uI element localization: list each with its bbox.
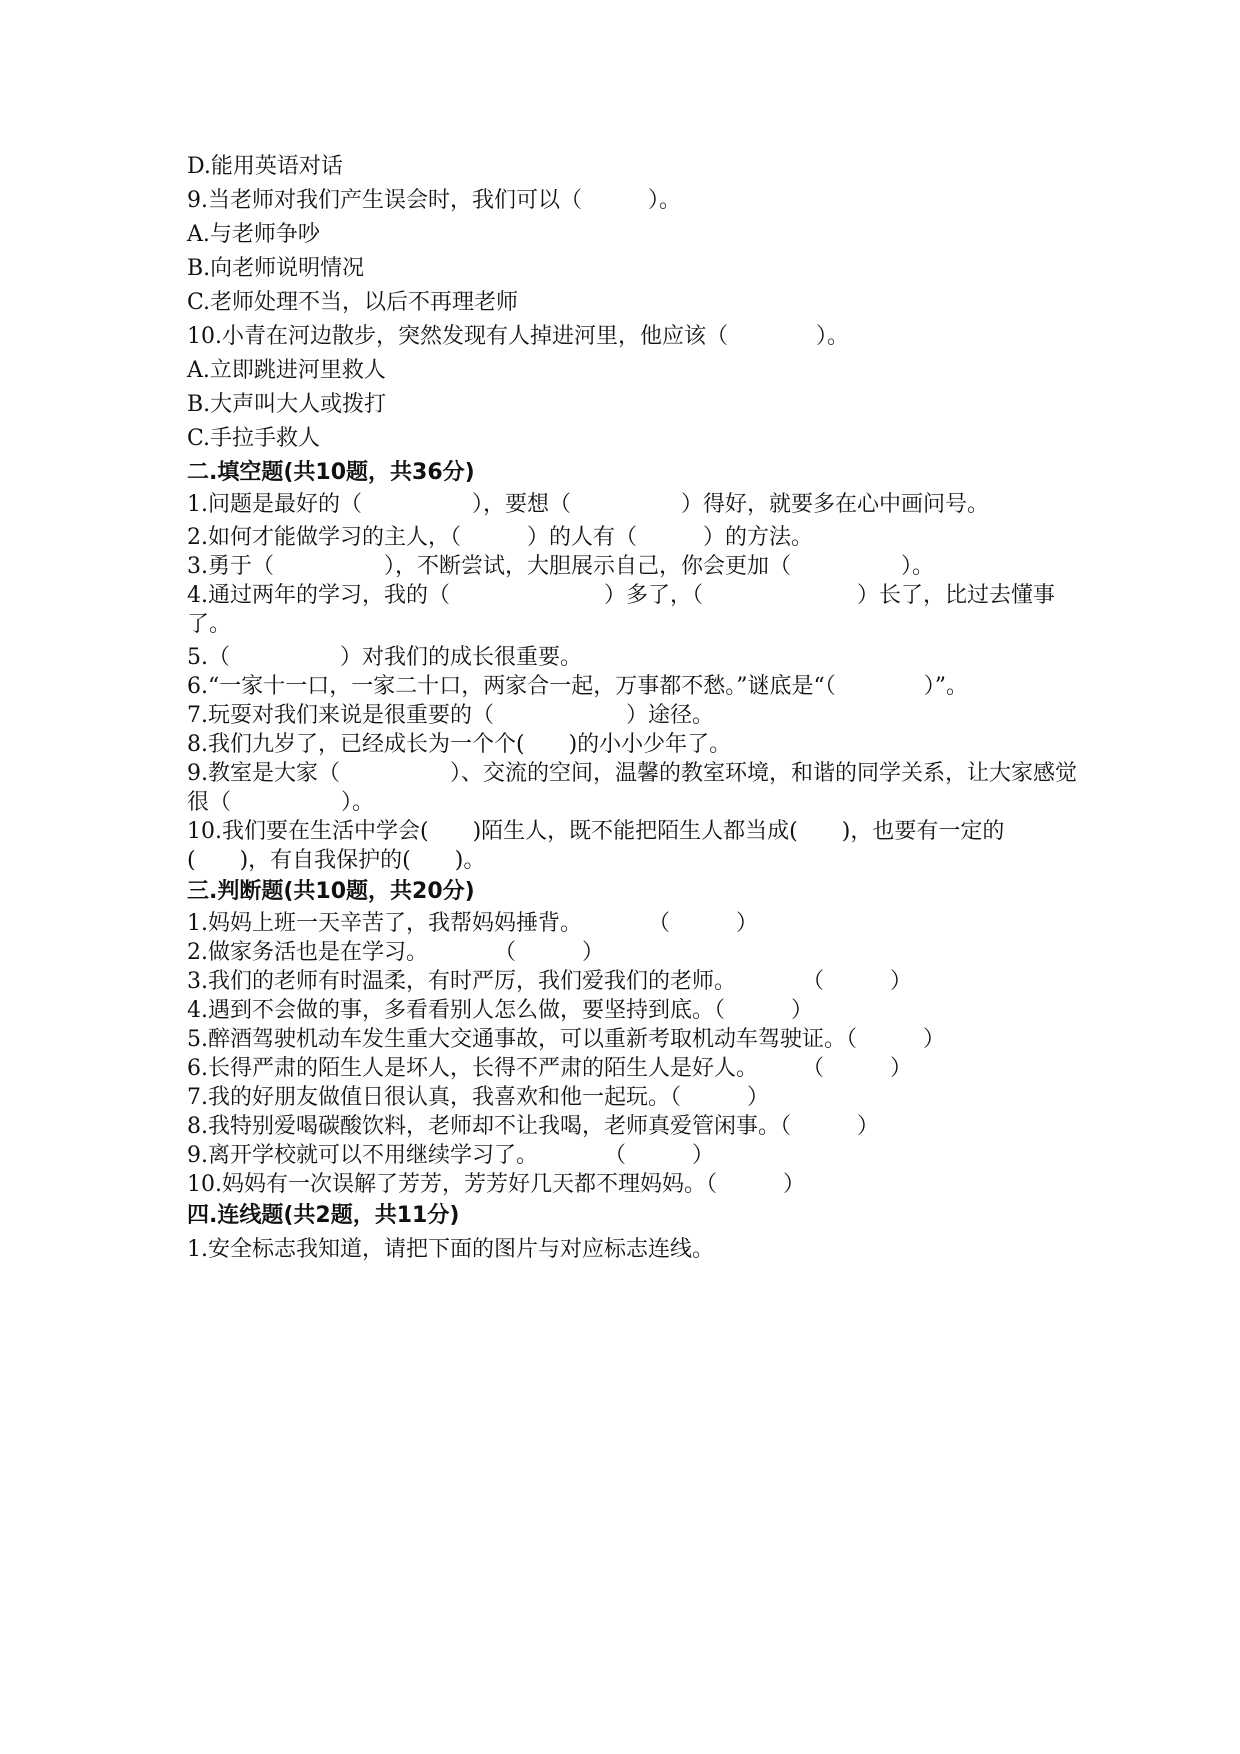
q10-option-a: A.立即跳进河里救人 <box>187 358 386 383</box>
q9-option-a: A.与老师争吵 <box>187 222 320 247</box>
fill-item-10: 10.我们要在生活中学会( )陌生人，既不能把陌生人都当成( )，也要有一定的( )，有自我保护的( )。 <box>187 819 1005 873</box>
section-2-title: 二.填空题(共10题，共36分) <box>187 460 475 485</box>
q9-option-c: C.老师处理不当，以后不再理老师 <box>187 290 519 315</box>
q9-stem: 9.当老师对我们产生误会时，我们可以（ ）。 <box>187 188 681 213</box>
judge-item-10: 10.妈妈有一次误解了芳芳，芳芳好几天都不理妈妈。（ ） <box>187 1172 805 1197</box>
fill-item-8: 8.我们九岁了，已经成长为一个个( )的小小少年了。 <box>187 732 732 757</box>
q10-option-b: B.大声叫大人或拨打 <box>187 392 387 417</box>
judge-item-1: 1.妈妈上班一天辛苦了，我帮妈妈捶背。 （ ） <box>187 911 758 936</box>
fill-item-2: 2.如何才能做学习的主人，（ ）的人有（ ）的方法。 <box>187 525 813 550</box>
q-option-d: D.能用英语对话 <box>187 154 343 179</box>
fill-item-4: 4.通过两年的学习，我的（ ）多了，（ ）长了，比过去懂事了。 <box>187 583 1055 637</box>
section-4-title: 四.连线题(共2题，共11分) <box>187 1203 460 1228</box>
fill-item-1: 1.问题是最好的（ ），要想（ ）得好，就要多在心中画问号。 <box>187 492 989 517</box>
fill-item-5: 5.（ ）对我们的成长很重要。 <box>187 645 582 670</box>
section-3-title: 三.判断题(共10题，共20分) <box>187 879 475 904</box>
fill-item-9: 9.教室是大家（ ）、交流的空间，温馨的教室环境，和谐的同学关系，让大家感觉很（ ）。 <box>187 761 1077 815</box>
exam-content <box>187 150 1087 1267</box>
q9-option-b: B.向老师说明情况 <box>187 256 365 281</box>
judge-item-8: 8.我特别爱喝碳酸饮料，老师却不让我喝，老师真爱管闲事。（ ） <box>187 1114 879 1139</box>
judge-item-3: 3.我们的老师有时温柔，有时严厉，我们爱我们的老师。 （ ） <box>187 969 912 994</box>
judge-item-5: 5.醉酒驾驶机动车发生重大交通事故，可以重新考取机动车驾驶证。（ ） <box>187 1027 945 1052</box>
judge-item-4: 4.遇到不会做的事，多看看别人怎么做，要坚持到底。（ ） <box>187 998 813 1023</box>
fill-item-3: 3.勇于（ ），不断尝试，大胆展示自己，你会更加（ ）。 <box>187 554 934 579</box>
judge-item-6: 6.长得严肃的陌生人是坏人，长得不严肃的陌生人是好人。 （ ） <box>187 1056 912 1081</box>
judge-item-7: 7.我的好朋友做值日很认真，我喜欢和他一起玩。（ ） <box>187 1085 769 1110</box>
fill-item-7: 7.玩耍对我们来说是很重要的（ ）途径。 <box>187 703 714 728</box>
judge-item-2: 2.做家务活也是在学习。 （ ） <box>187 940 604 965</box>
judge-item-9: 9.离开学校就可以不用继续学习了。 （ ） <box>187 1143 714 1168</box>
fill-item-6: 6.“一家十一口，一家二十口，两家合一起，万事都不愁。”谜底是“（ ）”。 <box>187 674 968 699</box>
q10-option-c: C.手拉手救人 <box>187 426 321 451</box>
match-item-1: 1.安全标志我知道，请把下面的图片与对应标志连线。 <box>187 1237 714 1262</box>
q10-stem: 10.小青在河边散步，突然发现有人掉进河里，他应该（ ）。 <box>187 324 849 349</box>
